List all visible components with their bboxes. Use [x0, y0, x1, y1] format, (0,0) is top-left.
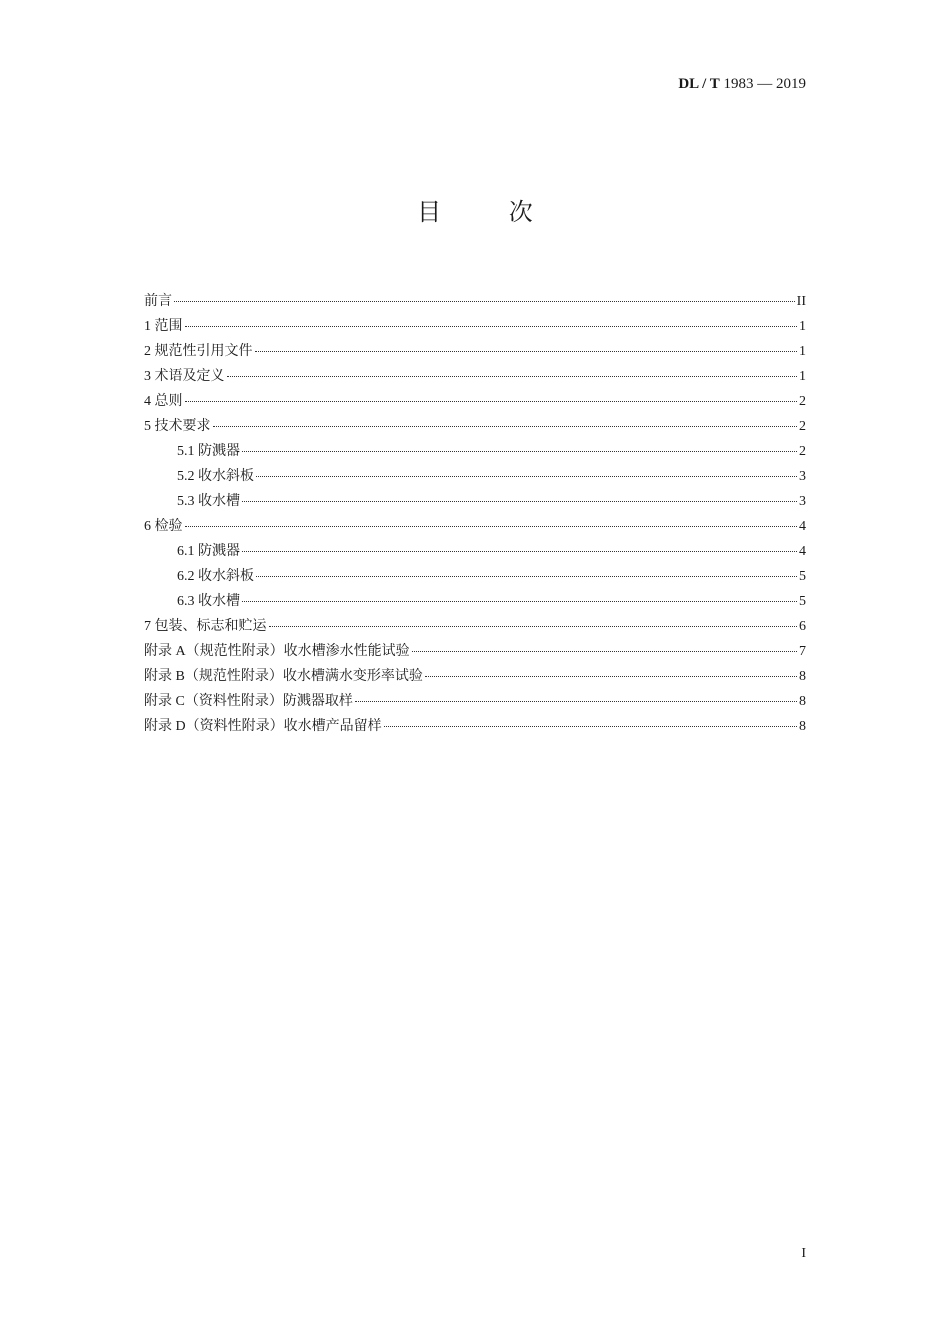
toc-entry-general[interactable]	[144, 389, 806, 414]
toc-entry-technical-requirements[interactable]	[144, 414, 806, 439]
toc-entry-label: 附录 B（规范性附录）收水槽满水变形率试验	[144, 669, 423, 684]
toc-entry-terms[interactable]	[144, 364, 806, 389]
toc-entry-6-1[interactable]	[144, 539, 806, 564]
toc-leader-dots	[425, 662, 797, 677]
toc-entry-page: 1	[799, 369, 806, 384]
toc-leader-dots	[227, 362, 798, 377]
toc-entry-page: 8	[799, 719, 806, 734]
toc-entry-page: 3	[799, 469, 806, 484]
toc-entry-page: 2	[799, 419, 806, 434]
toc-entry-appendix-c[interactable]	[144, 689, 806, 714]
toc-entry-label: 5 技术要求	[144, 419, 211, 434]
toc-entry-foreword[interactable]	[144, 289, 806, 314]
toc-entry-page: 2	[799, 394, 806, 409]
toc-entry-page: 8	[799, 694, 806, 709]
toc-leader-dots	[242, 587, 797, 602]
toc-leader-dots	[242, 537, 797, 552]
toc-entry-page: 3	[799, 494, 806, 509]
toc-leader-dots	[185, 512, 798, 527]
toc-leader-dots	[384, 712, 797, 727]
toc-entry-label: 7 包装、标志和贮运	[144, 619, 267, 634]
toc-entry-label: 2 规范性引用文件	[144, 344, 253, 359]
toc-leader-dots	[242, 487, 797, 502]
toc-entry-label: 1 范围	[144, 319, 183, 334]
toc-entry-label: 5.2 收水斜板	[177, 469, 254, 484]
toc-entry-appendix-d[interactable]	[144, 714, 806, 739]
toc-entry-page: 6	[799, 619, 806, 634]
toc-entry-page: II	[796, 294, 806, 309]
toc-entry-label: 4 总则	[144, 394, 183, 409]
toc-entry-label: 6 检验	[144, 519, 183, 534]
toc-entry-label: 附录 D（资料性附录）收水槽产品留样	[144, 719, 382, 734]
toc-entry-label: 6.2 收水斜板	[177, 569, 254, 584]
toc-entry-label: 前言	[144, 294, 172, 309]
toc-leader-dots	[255, 337, 798, 352]
page-title: 目 次	[417, 198, 563, 226]
toc-entry-scope[interactable]	[144, 314, 806, 339]
toc-entry-label: 6.3 收水槽	[177, 594, 240, 609]
toc-entry-page: 5	[799, 569, 806, 584]
toc-leader-dots	[269, 612, 798, 627]
toc-entry-5-1[interactable]	[144, 439, 806, 464]
toc-entry-appendix-b[interactable]	[144, 664, 806, 689]
toc-entry-page: 2	[799, 444, 806, 459]
standard-code-header	[678, 76, 806, 93]
toc-entry-page: 4	[799, 519, 806, 534]
toc-entry-normative-references[interactable]	[144, 339, 806, 364]
page-number: I	[801, 1246, 806, 1261]
toc-entry-page: 1	[799, 319, 806, 334]
standard-number: 1983 — 2019	[723, 76, 806, 92]
toc-entry-label: 5.1 防溅器	[177, 444, 240, 459]
toc-entry-6-2[interactable]	[144, 564, 806, 589]
toc-entry-inspection[interactable]	[144, 514, 806, 539]
toc-entry-page: 8	[799, 669, 806, 684]
toc-entry-page: 5	[799, 594, 806, 609]
toc-leader-dots	[256, 462, 797, 477]
toc-entry-5-3[interactable]	[144, 489, 806, 514]
toc-leader-dots	[256, 562, 797, 577]
toc-entry-5-2[interactable]	[144, 464, 806, 489]
toc-leader-dots	[174, 287, 795, 302]
toc-entry-label: 附录 C（资料性附录）防溅器取样	[144, 694, 353, 709]
toc-entry-packaging[interactable]	[144, 614, 806, 639]
toc-leader-dots	[213, 412, 798, 427]
toc-entry-appendix-a[interactable]	[144, 639, 806, 664]
toc-leader-dots	[185, 387, 798, 402]
table-of-contents	[144, 289, 806, 739]
toc-leader-dots	[185, 312, 798, 327]
standard-code: DL / T	[678, 76, 720, 92]
toc-leader-dots	[242, 437, 797, 452]
toc-leader-dots	[355, 687, 797, 702]
toc-entry-6-3[interactable]	[144, 589, 806, 614]
toc-leader-dots	[412, 637, 797, 652]
toc-entry-page: 1	[799, 344, 806, 359]
toc-entry-label: 5.3 收水槽	[177, 494, 240, 509]
toc-entry-label: 附录 A（规范性附录）收水槽渗水性能试验	[144, 644, 410, 659]
toc-entry-label: 3 术语及定义	[144, 369, 225, 384]
toc-entry-page: 7	[799, 644, 806, 659]
toc-entry-page: 4	[799, 544, 806, 559]
toc-entry-label: 6.1 防溅器	[177, 544, 240, 559]
